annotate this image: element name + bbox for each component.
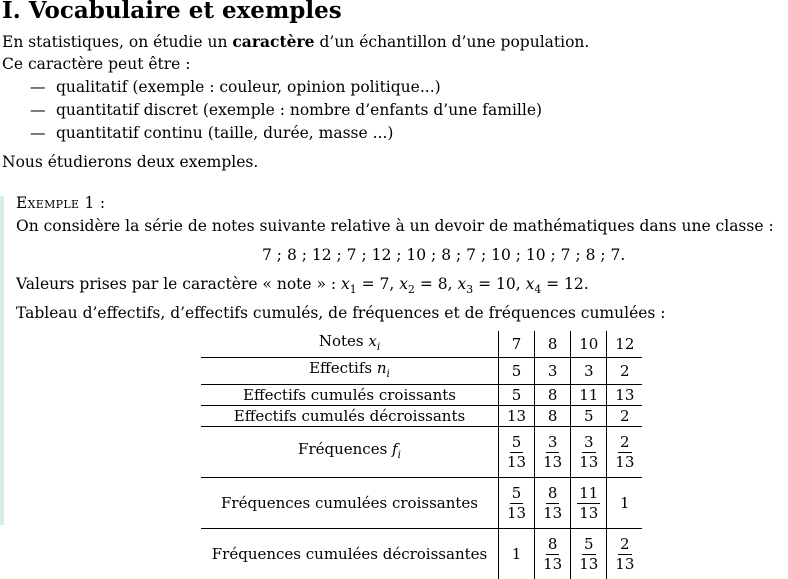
table-cell: 5 [499,385,535,406]
intro-text: d’un échantillon d’une population. [315,33,590,51]
table-cell: 13 [499,406,535,427]
table-cell: 1 [499,529,535,579]
table-cell: 13 [607,385,643,406]
table-cell: 3 [535,358,571,385]
table-cell [499,478,535,529]
table-cell: 3 [571,358,607,385]
table-row [201,331,642,358]
table-cell: 8 [535,331,571,358]
list-item-text: quantitatif continu (taille, durée, masse ...) [56,124,393,142]
table-row [201,385,642,406]
fraction: $\frac{2}{13}$ [613,433,636,472]
value-item: $x_2 = 8$, [399,275,457,293]
fraction: $\frac{3}{13}$ [577,433,600,472]
table-cell [607,427,643,478]
fraction: $\frac{11}{13}$ [577,484,600,523]
table-cell: 8 [535,406,571,427]
list-item [30,78,441,96]
frequency-table [201,331,642,579]
example-title: Exemple 1 : [16,194,105,212]
table-cell [571,529,607,579]
table-cell: 1 [607,478,643,529]
dash-bullet: — [30,101,56,119]
value-item: $x_1 = 7$, [341,275,399,293]
values-line [16,275,589,296]
intro-line-3: Nous étudierons deux exemples. [2,153,258,171]
keyword-caractere: caractère [232,32,314,51]
section-heading: I. Vocabulaire et exemples [2,0,342,24]
table-row [201,406,642,427]
example-margin-bar [0,196,4,525]
dash-bullet: — [30,78,56,96]
table-cell [535,427,571,478]
intro-line-1 [2,32,589,51]
table-intro: Tableau d’effectifs, d’effectifs cumulés, de fréquences et de fréquences cumulées : [16,304,666,322]
table-cell: 2 [607,358,643,385]
table-row [201,478,642,529]
row-label: Fréquences cumulées décroissantes [201,529,499,579]
list-item [30,124,393,142]
table-cell [535,478,571,529]
table-cell: 5 [499,358,535,385]
table-cell [535,529,571,579]
table-cell: 10 [571,331,607,358]
row-label: Notes $x_i$ [201,331,499,358]
table-cell: 11 [571,385,607,406]
row-label: Effectifs $n_i$ [201,358,499,385]
values-intro: Valeurs prises par le caractère « note » : [16,275,341,293]
table-row [201,427,642,478]
notes-series: 7 ; 8 ; 12 ; 7 ; 12 ; 10 ; 8 ; 7 ; 10 ; 10 ; 7 ; 8 ; 7. [262,246,625,264]
list-item [30,101,542,119]
fraction: $\frac{8}{13}$ [541,535,564,574]
list-item-text: qualitatif (exemple : couleur, opinion politique...) [56,78,441,96]
table-cell: 2 [607,406,643,427]
fraction: $\frac{5}{13}$ [505,484,528,523]
fraction: $\frac{8}{13}$ [541,484,564,523]
fraction: $\frac{2}{13}$ [613,535,636,574]
intro-text: En statistiques, on étudie un [2,33,232,51]
table-cell [571,478,607,529]
values-list [341,275,589,293]
row-label: Fréquences $f_i$ [201,427,499,478]
row-label: Effectifs cumulés croissants [201,385,499,406]
table-cell: 8 [535,385,571,406]
fraction: $\frac{3}{13}$ [541,433,564,472]
value-item: $x_3 = 10$, [457,275,525,293]
intro-line-2: Ce caractère peut être : [2,55,191,73]
fraction: $\frac{5}{13}$ [577,535,600,574]
value-item: $x_4 = 12$. [526,275,589,293]
table-row [201,529,642,579]
table-cell: 7 [499,331,535,358]
list-item-text: quantitatif discret (exemple : nombre d’enfants d’une famille) [56,101,542,119]
table-row [201,358,642,385]
table-cell: 5 [571,406,607,427]
fraction: $\frac{5}{13}$ [505,433,528,472]
table-cell [607,529,643,579]
table-cell [571,427,607,478]
dash-bullet: — [30,124,56,142]
row-label: Fréquences cumulées croissantes [201,478,499,529]
example-statement: On considère la série de notes suivante relative à un devoir de mathématiques dans une classe : [16,217,774,235]
table-cell: 12 [607,331,643,358]
row-label: Effectifs cumulés décroissants [201,406,499,427]
table-cell [499,427,535,478]
